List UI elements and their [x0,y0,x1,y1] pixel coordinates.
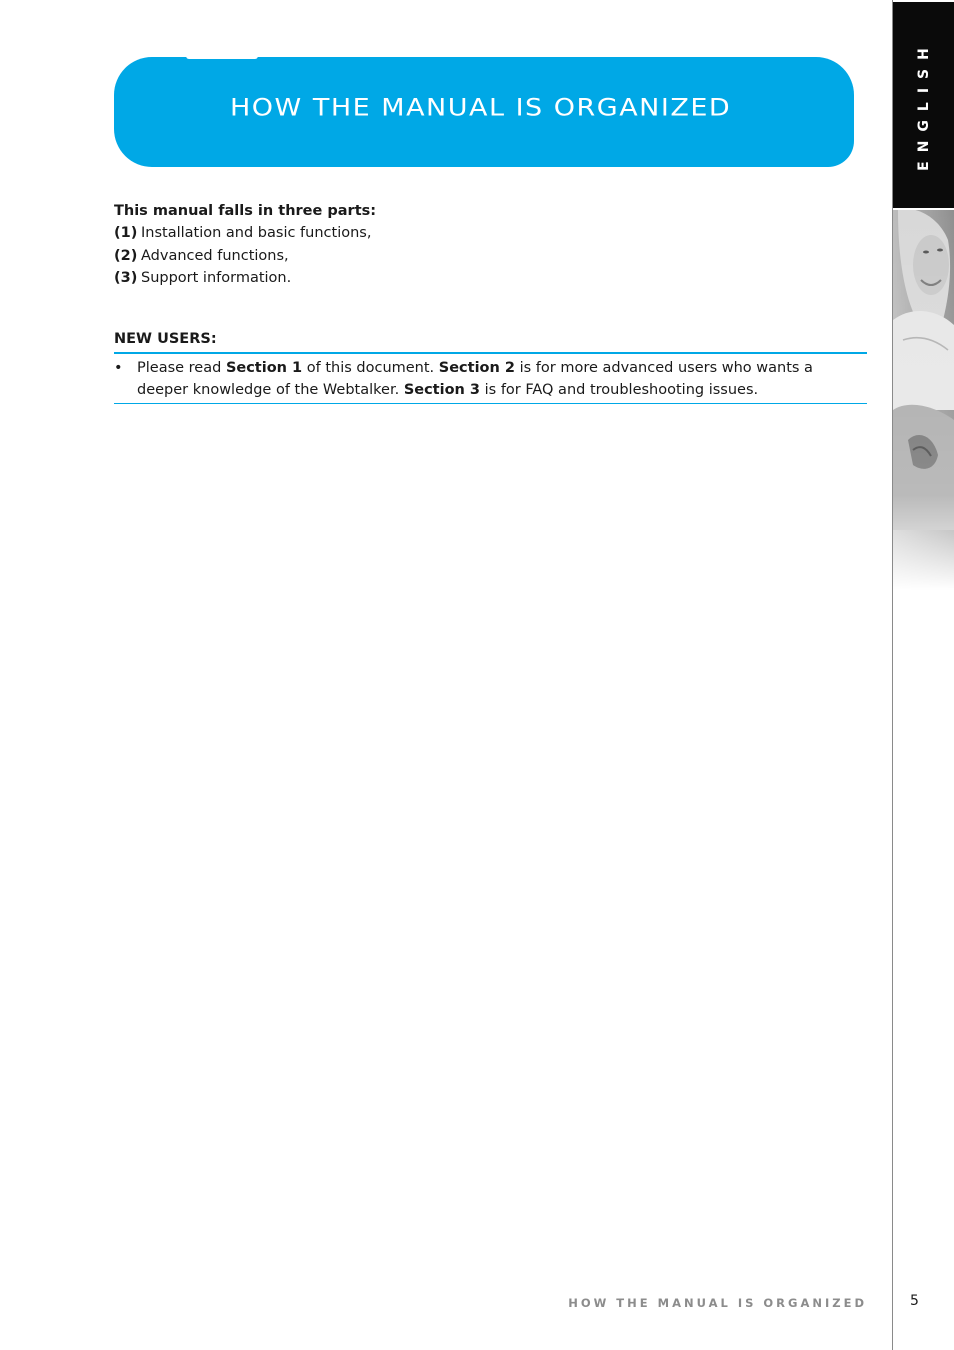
list-item [114,245,867,268]
note-text-run: Please read [137,360,226,376]
bullet: • [114,360,123,376]
language-tab-label: ENGLISH [915,39,932,171]
page-title: HOW THE MANUAL IS ORGANIZED [230,94,732,122]
part-label: Advanced functions, [141,247,289,264]
side-photo-image [893,210,954,590]
list-item [114,267,867,290]
page-number: 5 [910,1293,919,1309]
intro-lead: This manual falls in three parts: [114,203,377,219]
part-label: Installation and basic functions, [141,225,372,241]
language-tab [893,2,954,208]
new-users-heading: NEW USERS: [114,331,217,347]
new-users-note [114,357,854,401]
side-photo [893,210,954,590]
parts-list [114,222,867,290]
section-2-ref: Section 2 [438,360,515,376]
note-rule-top [114,352,867,354]
note-text [137,357,854,401]
part-number: (3) [114,270,138,286]
part-number: (2) [114,247,138,264]
list-item [114,222,867,245]
note-text-run: is for more advanced users who wants a deeper knowledge of the Webtalker. [137,360,813,398]
part-label: Support information. [141,270,292,286]
note-rule-bottom [114,403,867,404]
section-1-ref: Section 1 [225,360,303,376]
part-number: (1) [114,225,138,241]
intro-section [114,200,867,290]
section-3-ref: Section 3 [403,382,481,398]
note-text-run: is for FAQ and troubleshooting issues. [480,382,759,398]
running-footer: HOW THE MANUAL IS ORGANIZED [568,1296,867,1310]
title-banner [114,57,854,167]
note-text-run: of this document. [302,360,439,376]
